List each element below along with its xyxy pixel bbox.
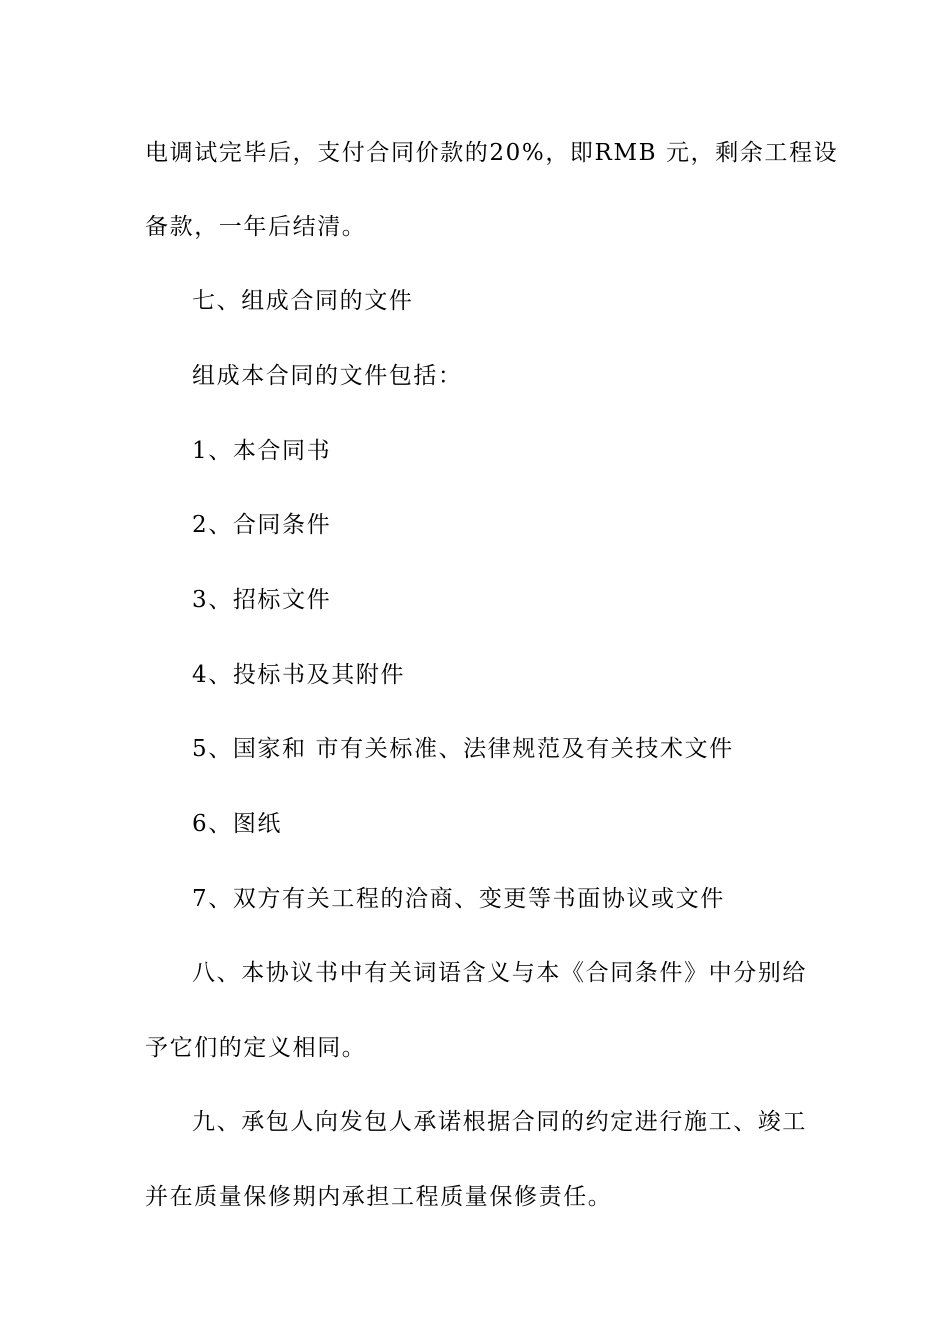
- section-8-line-2: 予它们的定义相同。: [145, 1035, 367, 1061]
- section-9-line-1: 九、承包人向发包人承诺根据合同的约定进行施工、竣工: [192, 1109, 807, 1135]
- list-item: 6、图纸: [192, 811, 283, 837]
- section-8-line-1: 八、本协议书中有关词语含义与本《合同条件》中分别给: [192, 960, 807, 986]
- section-7-heading: 七、组成合同的文件: [192, 288, 414, 314]
- list-item: 5、国家和 市有关标准、法律规范及有关技术文件: [192, 736, 734, 762]
- payment-paragraph-line-2: 备款，一年后结清。: [145, 214, 367, 240]
- section-7-intro: 组成本合同的文件包括：: [192, 363, 463, 389]
- list-item: 3、招标文件: [192, 587, 332, 613]
- list-item: 7、双方有关工程的洽商、变更等书面协议或文件: [192, 886, 725, 912]
- list-item: 1、本合同书: [192, 438, 332, 464]
- section-9-line-2: 并在质量保修期内承担工程质量保修责任。: [145, 1184, 613, 1210]
- payment-paragraph-line-1: 电调试完毕后，支付合同价款的20%，即RMB 元，剩余工程设: [145, 140, 839, 166]
- list-item: 2、合同条件: [192, 512, 332, 538]
- list-item: 4、投标书及其附件: [192, 662, 406, 688]
